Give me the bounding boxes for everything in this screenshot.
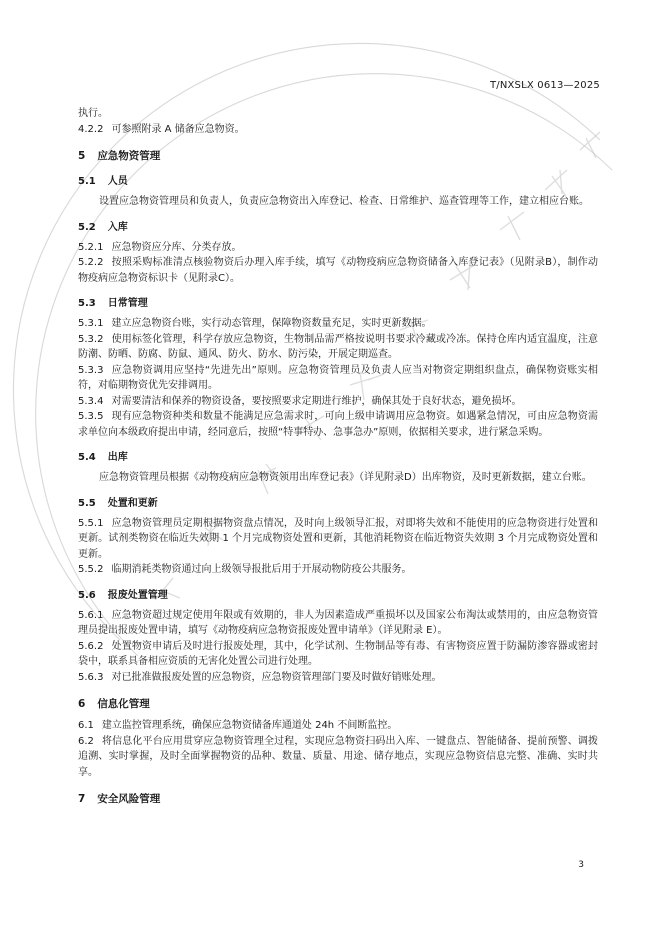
clause-text: 人员 <box>107 176 128 187</box>
clause-number: 5.4 <box>78 452 96 463</box>
clause-text: 信息化管理 <box>97 698 150 710</box>
clause-text: 建立应急物资台账，实行动态管理，保障物资数量充足，实时更新数据。 <box>111 318 432 329</box>
paragraph <box>78 255 598 286</box>
clause-text: 入库 <box>107 221 128 233</box>
paragraph <box>78 363 598 394</box>
clause-text: 建立监控管理系统，确保应急物资储备库通道处 24h 不间断监控。 <box>101 720 398 731</box>
clause-number: 6.2 <box>78 735 94 747</box>
clause-number: 5.3 <box>78 298 96 309</box>
paragraph <box>78 106 598 122</box>
clause-number: 5.3.2 <box>78 333 104 345</box>
clause-text: 应急物资调用应坚持“先进先出”原则。应急物资管理员及负责人应当对物资定期组织盘点，确保物资账实相符，对临期物资优先安排调用。 <box>78 364 598 391</box>
subsection-heading <box>78 174 598 189</box>
paragraph <box>78 316 598 332</box>
clause-number: 7 <box>78 793 86 805</box>
clause-number: 5 <box>78 150 86 162</box>
paragraph <box>78 394 598 410</box>
section-heading <box>78 149 598 164</box>
paragraph <box>78 639 598 670</box>
clause-number: 5.6.1 <box>78 609 104 621</box>
clause-text: 报废处置管理 <box>107 589 168 601</box>
paragraph <box>78 409 598 440</box>
clause-number: 5.3.4 <box>78 395 104 407</box>
paragraph <box>78 516 598 563</box>
clause-text: 出库 <box>107 452 128 463</box>
clause-text: 应急物资应分库、分类存放。 <box>111 241 242 253</box>
paragraph <box>78 194 598 210</box>
clause-text: 应急物资超过规定使用年限或有效期的，非人为因素造成严重损坏以及国家公布淘汰或禁用的，由应急物资管理员提出报废处置申请，填写《动物疫病应急物资报废处置申请单》（详见附录 E）。 <box>78 609 598 636</box>
clause-text: 使用标签化管理，科学存放应急物资，生物制品需严格按说明书要求冷藏或冷冻。保持仓库内适宜温度，注意防潮、防晒、防腐、防鼠、通风、防火、防水、防污染，开展定期巡查。 <box>78 333 598 360</box>
clause-text: 处置物资申请后及时进行报废处理，其中，化学试剂、生物制品等有毒、有害物资应置于防漏防渗容器或密封袋中，联系具备相应资质的无害化处置公司进行处理。 <box>78 640 598 667</box>
clause-number: 5.2 <box>78 221 96 233</box>
paragraph <box>78 122 598 138</box>
subsection-heading <box>78 220 598 235</box>
paragraph <box>78 470 598 486</box>
subsection-heading <box>78 588 598 603</box>
clause-number: 5.2.1 <box>78 241 104 253</box>
clause-number: 4.2.2 <box>78 123 104 135</box>
clause-text: 日常管理 <box>107 298 148 309</box>
subsection-heading <box>78 496 598 511</box>
clause-number: 5.5.2 <box>78 564 104 575</box>
clause-number: 5.5.1 <box>78 517 104 529</box>
clause-number: 5.1 <box>78 176 96 187</box>
paragraph <box>78 670 598 686</box>
document-code: T/NXSLX 0613—2025 <box>489 80 600 91</box>
clause-number: 6.1 <box>78 720 94 731</box>
clause-number: 5.6.2 <box>78 640 104 652</box>
clause-number: 5.3.1 <box>78 318 104 329</box>
clause-text: 对需要清洁和保养的物资设备，要按照要求定期进行维护，确保其处于良好状态，避免损坏。 <box>111 395 522 407</box>
section-heading <box>78 697 598 712</box>
clause-number: 5.2.2 <box>78 257 104 268</box>
clause-text: 应急物资管理员定期根据物资盘点情况，及时向上级领导汇报，对即将失效和不能使用的应急物资进行处置和更新。试剂类物资在临近失效期 1 个月完成物资处置和更新，其他消耗物资在临近物资失效期 3 个月完成物资处置和更新。 <box>78 517 598 560</box>
clause-text: 按照采购标准清点核验物资后办理入库手续，填写《动物疫病应急物资储备入库登记表》（见附录B），制作动物疫病应急物资标识卡（见附录C）。 <box>78 257 598 284</box>
clause-text: 应急物资管理员根据《动物疫病应急物资领用出库登记表》（详见附录D）出库物资，及时更新数据，建立台账。 <box>99 472 592 483</box>
clause-text: 可参照附录 A 储备应急物资。 <box>111 123 245 135</box>
paragraph <box>78 718 598 734</box>
clause-number: 5.5 <box>78 497 96 509</box>
section-heading <box>78 792 598 807</box>
clause-number: 5.6 <box>78 589 96 601</box>
clause-number: 5.6.3 <box>78 671 104 683</box>
clause-number: 6 <box>78 698 86 710</box>
paragraph <box>78 562 598 578</box>
clause-text: 执行。 <box>78 108 108 119</box>
paragraph <box>78 608 598 639</box>
page-number: 3 <box>578 860 584 870</box>
clause-text: 现有应急物资种类和数量不能满足应急需求时，可向上级申请调用应急物资。如遇紧急情况，可由应急物资需求单位向本级政府提出申请，经同意后，按照“特事特办、急事急办”原则，依据相关要求，进行紧急采购。 <box>78 411 598 438</box>
subsection-heading <box>78 296 598 311</box>
clause-text: 安全风险管理 <box>97 793 161 805</box>
document-body <box>78 106 598 813</box>
paragraph <box>78 240 598 256</box>
clause-text: 临期消耗类物资通过向上级领导报批后用于开展动物防疫公共服务。 <box>111 564 412 575</box>
paragraph <box>78 734 598 781</box>
clause-text: 设置应急物资管理员和负责人，负责应急物资出入库登记、检查、日常维护、巡查管理等工作，建立相应台账。 <box>99 196 589 207</box>
clause-text: 应急物资管理 <box>97 150 161 162</box>
clause-text: 将信息化平台应用贯穿应急物资管理全过程，实现应急物资扫码出入库、一键盘点、智能储备、提前预警、调拨追溯、实时掌握，及时全面掌握物资的品种、数量、质量、用途、储存地点，实现应急物资信息完整、准确、实时共享。 <box>78 735 598 778</box>
clause-number: 5.3.3 <box>78 364 104 376</box>
clause-text: 处置和更新 <box>107 497 158 509</box>
paragraph <box>78 332 598 363</box>
clause-text: 对已批准做报废处置的应急物资，应急物资管理部门要及时做好销账处理。 <box>111 671 442 683</box>
clause-number: 5.3.5 <box>78 411 104 422</box>
subsection-heading <box>78 450 598 465</box>
